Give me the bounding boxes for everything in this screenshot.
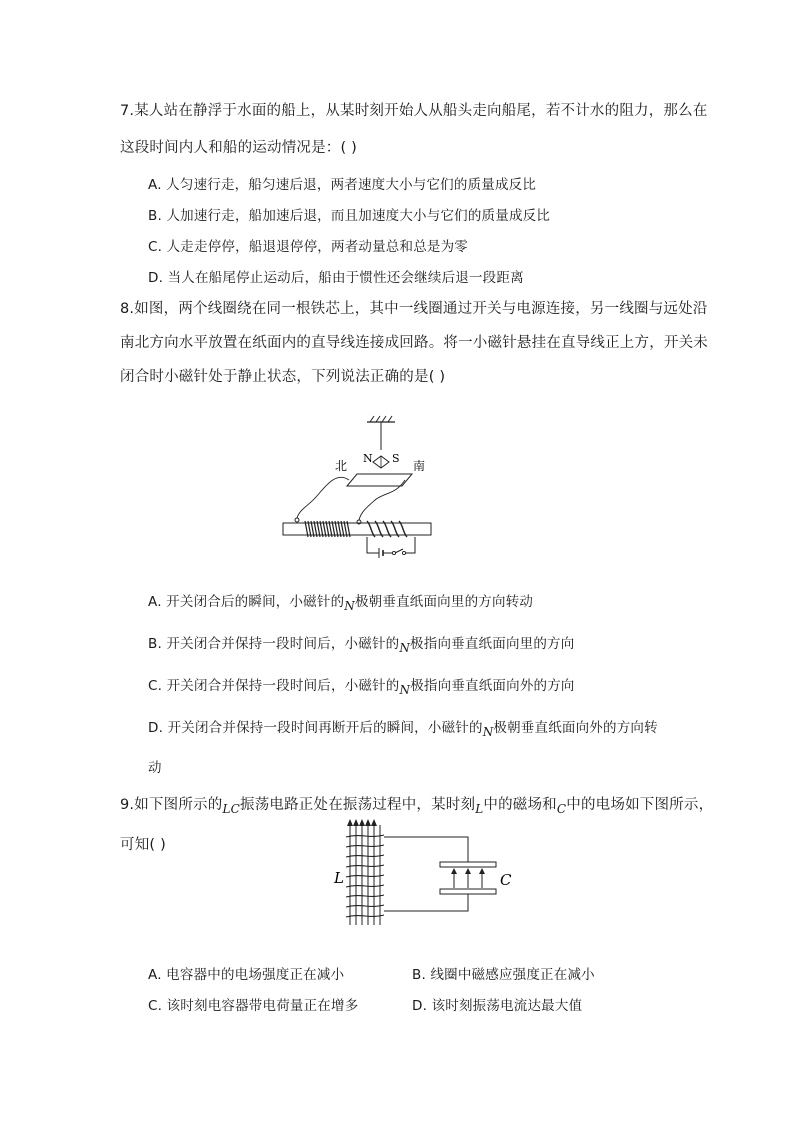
q8-option-c[interactable] <box>148 676 575 696</box>
q8-option-c-post: 极指向垂直纸面向外的方向 <box>410 678 575 694</box>
q9-var-lc: LC <box>222 802 240 816</box>
q8-option-d-continued: 动 <box>148 760 162 776</box>
q8-option-d-pre: D. 开关闭合并保持一段时间再断开后的瞬间，小磁针的 <box>148 720 483 736</box>
q8-option-b-pre: B. 开关闭合并保持一段时间后，小磁针的 <box>148 636 400 652</box>
q8-figure <box>275 410 445 565</box>
q7-option-d[interactable]: D. 当人在船尾停止运动后，船由于惯性还会继续后退一段距离 <box>148 270 524 286</box>
q8-option-b-post: 极指向垂直纸面向里的方向 <box>410 636 575 652</box>
q8-option-c-pre: C. 开关闭合并保持一段时间后，小磁针的 <box>148 678 400 694</box>
q9-stem-line2: 可知( ) <box>120 837 166 853</box>
q8-stem-line2: 南北方向水平放置在纸面内的直导线连接成回路。将一小磁针悬挂在直导线正上方，开关未 <box>120 335 708 351</box>
q8-stem-line1: 8.如图，两个线圈绕在同一根铁芯上，其中一线圈通过开关与电源连接，另一线圈与远处沿 <box>120 301 708 317</box>
q8-fig-n-pole: N <box>363 452 373 465</box>
q8-fig-south: 南 <box>413 459 426 473</box>
q9-fig-l-label: L <box>334 869 344 887</box>
q9-option-b[interactable]: B. 线圈中磁感应强度正在减小 <box>412 967 595 983</box>
q8-option-d[interactable] <box>148 718 658 738</box>
q8-option-b[interactable] <box>148 634 574 654</box>
q8-option-a-post: 极朝垂直纸面向里的方向转动 <box>354 594 534 610</box>
q7-option-a[interactable]: A. 人匀速行走，船匀速后退，两者速度大小与它们的质量成反比 <box>148 177 537 193</box>
q8-option-c-var: N <box>399 683 411 697</box>
q8-option-d-var: N <box>482 725 494 739</box>
q8-fig-north: 北 <box>335 459 348 473</box>
q9-option-d[interactable]: D. 该时刻振荡电流达最大值 <box>412 998 583 1014</box>
q7-option-c[interactable]: C. 人走走停停，船退退停停，两者动量总和总是为零 <box>148 239 469 255</box>
q7-stem-line2: 这段时间内人和船的运动情况是：( ) <box>120 140 358 156</box>
q9-option-a[interactable]: A. 电容器中的电场强度正在减小 <box>148 967 345 983</box>
q9-stem-part-b: 振荡电路正处在振荡过程中，某时刻 <box>240 797 476 813</box>
q9-stem-part-d: 中的电场如下图所示， <box>566 797 714 813</box>
q7-stem-line1: 7.某人站在静浮于水面的船上，从某时刻开始人从船头走向船尾，若不计水的阻力，那么在 <box>120 103 708 119</box>
q9-stem-line1 <box>120 795 713 815</box>
q9-option-c[interactable]: C. 该时刻电容器带电荷量正在增多 <box>148 998 359 1014</box>
q8-option-a-var: N <box>344 599 355 613</box>
q9-figure <box>328 815 523 930</box>
q7-option-b[interactable]: B. 人加速行走，船加速后退，而且加速度大小与它们的质量成反比 <box>148 208 551 224</box>
q8-option-a[interactable] <box>148 592 533 612</box>
q8-option-a-pre: A. 开关闭合后的瞬间，小磁针的 <box>148 594 345 610</box>
q9-stem-part-c: 中的磁场和 <box>483 797 557 813</box>
q9-var-c: C <box>556 802 567 816</box>
q9-fig-c-label: C <box>500 871 512 889</box>
q9-stem-part-a: 9.如下图所示的 <box>120 797 223 813</box>
q8-fig-s-pole: S <box>392 452 400 465</box>
q9-var-l: L <box>475 802 484 816</box>
q8-option-b-var: N <box>399 641 411 655</box>
q8-stem-line3: 闭合时小磁针处于静止状态，下列说法正确的是( ) <box>120 369 446 385</box>
q8-option-d-post: 极朝垂直纸面向外的方向转 <box>493 720 658 736</box>
